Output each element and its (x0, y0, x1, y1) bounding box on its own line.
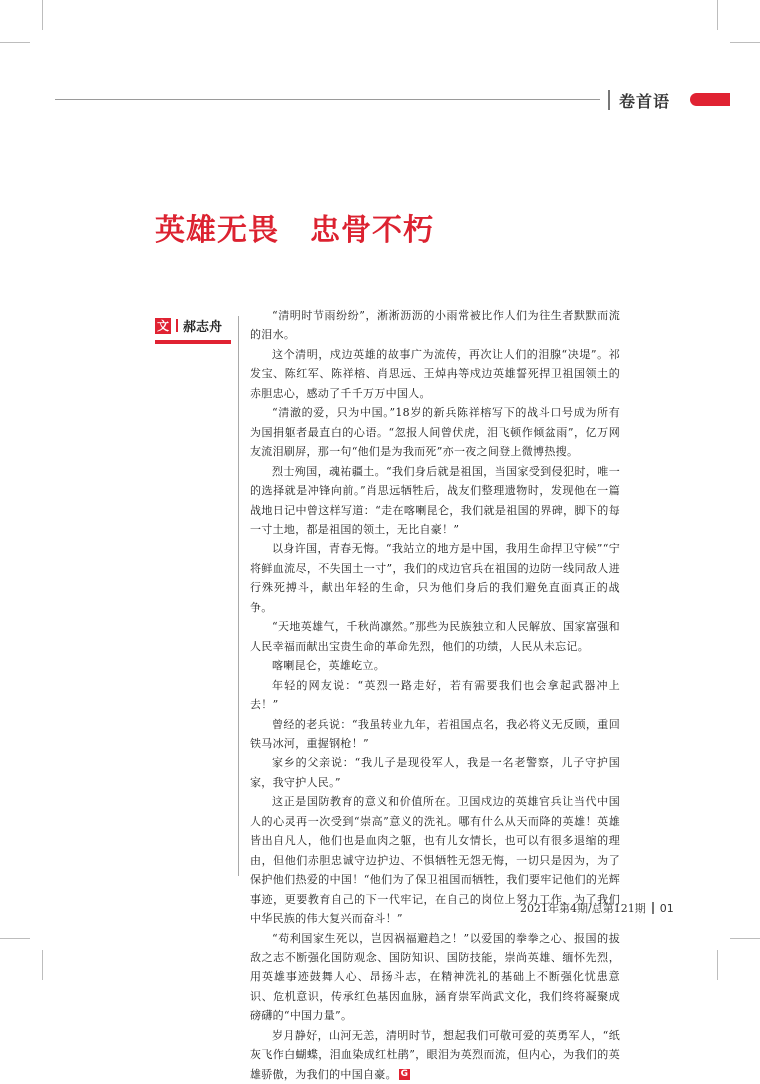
paragraph: “天地英雄气，千秋尚凛然。”那些为民族独立和人民解放、国家富强和人民幸福而献出宝贵生命的革命先烈，他们的功绩，人民从未忘记。 (250, 620, 620, 653)
paragraph: 这正是国防教育的意义和价值所在。卫国戍边的英雄官兵让当代中国人的心灵再一次受到“崇高”意义的洗礼。哪有什么从天而降的英雄！英雄皆出自凡人，他们也是血肉之躯，也有儿女情长，也可以有很多退缩的理由，但他们赤胆忠诚守边护边、不惧牺牲无怨无悔，一切只是因为，为了保护他们热爱的中国！“他们为了保卫祖国而牺牲，我们要牢记他们的光辉事迹，更要教育自己的下一代牢记，在自己的岗位上努力工作，为了我们中华民族的伟大复兴而奋斗！” (250, 795, 620, 926)
crop-mark-top-right (730, 42, 760, 43)
end-mark-icon: G (400, 1069, 409, 1080)
crop-mark-bottom-left (42, 950, 43, 980)
author-name: 郝志舟 (183, 320, 223, 335)
crop-mark-top-left (0, 42, 30, 43)
paragraph: 这个清明，戍边英雄的故事广为流传，再次让人们的泪腺“决堤”。祁发宝、陈红军、陈祥榕、肖思远、王焯冉等戍边英雄誓死捍卫祖国领土的赤胆忠心，感动了千千万万中国人。 (250, 347, 620, 400)
paragraph-last (250, 1026, 620, 1084)
footer-separator (652, 902, 654, 914)
crop-mark-bottom-left (0, 938, 30, 939)
issue-info: 2021年第4期/总第121期 (520, 902, 646, 915)
paragraph: 年轻的网友说：“英烈一路走好，若有需要我们也会拿起武器冲上去！” (250, 678, 620, 712)
header-accent-tab (690, 93, 730, 106)
byline-tag: 文 (156, 319, 169, 333)
article-title: 英雄无畏 忠骨不朽 (155, 213, 434, 248)
paragraph: 烈士殉国，魂祐疆土。“我们身后就是祖国，当国家受到侵犯时，唯一的选择就是冲锋向前。”肖思远牺牲后，战友们整理遗物时，发现他在一篇战地日记中曾这样写道：“走在喀喇昆仑，我们就是祖国的界碑，脚下的每一寸土地，都是祖国的领土，无比自豪！” (250, 464, 620, 536)
crop-mark-bottom-right (730, 938, 760, 939)
section-label: 卷首语 (619, 92, 671, 111)
paragraph: 家乡的父亲说：“我儿子是现役军人，我是一名老警察，儿子守护国家，我守护人民。” (250, 756, 620, 789)
byline-separator (176, 319, 178, 332)
crop-mark-bottom-right (717, 950, 718, 980)
header-rule (55, 99, 600, 100)
crop-mark-top-left (42, 0, 43, 30)
paragraph: “清澈的爱，只为中国。”18岁的新兵陈祥榕写下的战斗口号成为所有为国捐躯者最直白的心语。“忽报人间曾伏虎，泪飞顿作倾盆雨”，亿万网友流泪刷屏，那一句“他们是为我而死”亦一夜之间登上微博热搜。 (250, 406, 620, 459)
crop-mark-top-right (717, 0, 718, 30)
paragraph: “苟利国家生死以，岂因祸福避趋之！”以爱国的拳拳之心、报国的拔敌之志不断强化国防观念、国防知识、国防技能，崇尚英雄、缅怀先烈，用英雄事迹鼓舞人心、昂扬斗志，在精神洗礼的基础上不断强化忧患意识、危机意识，传承红色基因血脉，涵育崇军尚武文化，我们终将凝聚成磅礴的“中国力量”。 (250, 931, 620, 1023)
article-body (250, 306, 620, 1084)
paragraph: “清明时节雨纷纷”，淅淅沥沥的小雨常被比作人们为往生者默默而流的泪水。 (250, 309, 620, 342)
column-divider (238, 316, 239, 876)
paragraph-text: 岁月静好，山河无恙，清明时节，想起我们可敬可爱的英勇军人，“纸灰飞作白蝴蝶，泪血染成红杜鹃”，眼泪为英烈而流，但内心，为我们的英雄骄傲，为我们的中国自豪。 (250, 1028, 620, 1081)
paragraph: 曾经的老兵说：“我虽转业九年，若祖国点名，我必将义无反顾，重回铁马冰河，重握钢枪！” (250, 717, 620, 750)
byline (155, 316, 222, 335)
page-number: 01 (659, 901, 674, 915)
byline-underline (155, 340, 231, 344)
paragraph: 以身许国，青春无悔。“我站立的地方是中国，我用生命捍卫守候”“宁将鲜血流尽，不失国土一寸”，我们的戍边官兵在祖国的边防一线同敌人进行殊死搏斗，献出年轻的生命，只为他们身后的我们避免直面真正的战争。 (250, 542, 620, 614)
paragraph: 喀喇昆仑，英雄屹立。 (272, 659, 385, 673)
header-separator (608, 90, 610, 110)
footer (520, 900, 674, 916)
